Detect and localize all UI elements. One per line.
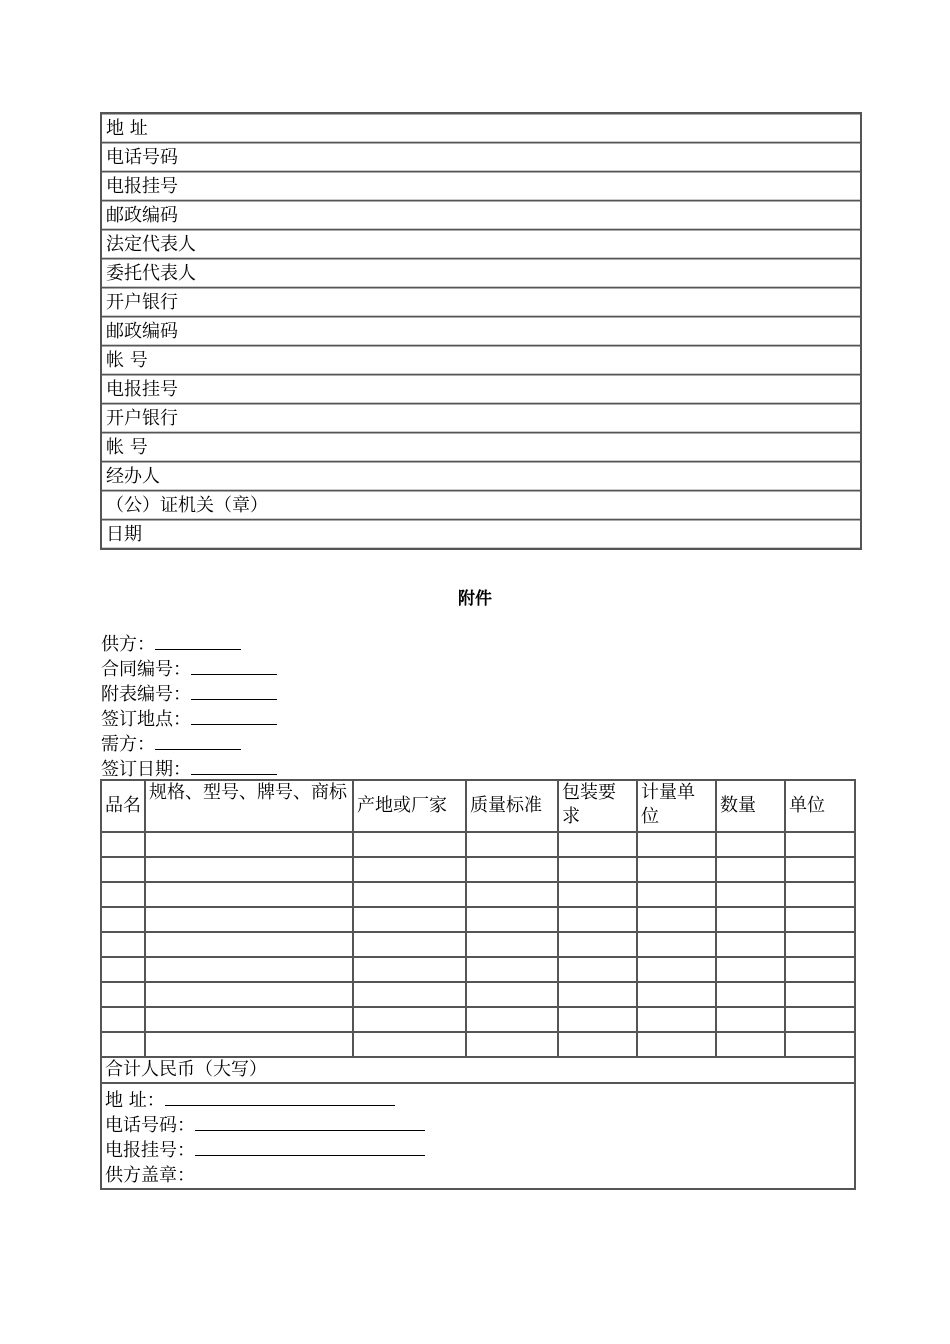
sign-place-blank[interactable]: [191, 708, 277, 725]
table-cell[interactable]: [101, 1032, 145, 1057]
table-cell[interactable]: [353, 1032, 466, 1057]
table-cell[interactable]: [145, 857, 353, 882]
footer-seal: 供方盖章：: [105, 1165, 195, 1186]
table-cell[interactable]: [637, 857, 716, 882]
table-row: [101, 982, 855, 1007]
table-cell[interactable]: [558, 957, 637, 982]
table-row: [101, 1032, 855, 1057]
table-cell[interactable]: [101, 1007, 145, 1032]
table-cell[interactable]: [785, 932, 855, 957]
table-cell[interactable]: [637, 957, 716, 982]
table-cell[interactable]: [466, 882, 558, 907]
table-cell[interactable]: [353, 1007, 466, 1032]
row-postcode: 邮政编码: [102, 201, 860, 230]
table-cell[interactable]: [785, 882, 855, 907]
table-cell[interactable]: [466, 857, 558, 882]
table-cell[interactable]: [558, 832, 637, 857]
table-row: [101, 857, 855, 882]
table-cell[interactable]: [785, 832, 855, 857]
table-cell[interactable]: [353, 857, 466, 882]
meta-supplier: 供方：: [101, 632, 277, 657]
table-cell[interactable]: [145, 982, 353, 1007]
header-spec: 规格、型号、牌号、商标: [145, 780, 353, 832]
goods-rows: [101, 832, 855, 1057]
goods-table: [100, 779, 856, 1190]
table-cell[interactable]: [637, 882, 716, 907]
table-cell[interactable]: [716, 907, 785, 932]
table-cell[interactable]: [716, 957, 785, 982]
table-cell[interactable]: [145, 882, 353, 907]
table-row: [101, 957, 855, 982]
table-cell[interactable]: [466, 982, 558, 1007]
table-cell[interactable]: [145, 932, 353, 957]
table-cell[interactable]: [716, 932, 785, 957]
row-bank: 开户银行: [102, 288, 860, 317]
table-cell[interactable]: [785, 1007, 855, 1032]
table-cell[interactable]: [101, 832, 145, 857]
table-cell[interactable]: [466, 832, 558, 857]
row-postcode-2: 邮政编码: [102, 317, 860, 346]
contract-no-blank[interactable]: [191, 658, 277, 675]
table-cell[interactable]: [353, 882, 466, 907]
table-cell[interactable]: [637, 907, 716, 932]
header-unit-measure: 计量单位: [637, 780, 716, 832]
row-address: 地 址: [102, 114, 860, 143]
footer-phone: 电话号码：: [105, 1113, 851, 1138]
table-row: [101, 832, 855, 857]
row-telegram: 电报挂号: [102, 172, 860, 201]
table-cell[interactable]: [353, 932, 466, 957]
table-row: [101, 932, 855, 957]
table-cell[interactable]: [101, 982, 145, 1007]
table-cell[interactable]: [466, 957, 558, 982]
table-cell[interactable]: [353, 832, 466, 857]
table-cell[interactable]: [785, 1032, 855, 1057]
table-cell[interactable]: [637, 932, 716, 957]
table-cell[interactable]: [145, 907, 353, 932]
table-cell[interactable]: [101, 932, 145, 957]
header-origin: 产地或厂家: [353, 780, 466, 832]
total-row: 合计人民币（大写）: [101, 1057, 855, 1083]
table-cell[interactable]: [558, 882, 637, 907]
table-cell[interactable]: [145, 1032, 353, 1057]
table-cell[interactable]: [558, 907, 637, 932]
row-account-2: 帐 号: [102, 433, 860, 462]
footer-telegram: 电报挂号：: [105, 1138, 851, 1163]
header-name: 品名: [101, 780, 145, 832]
table-cell[interactable]: [466, 907, 558, 932]
meta-sign-date: 签订日期：: [101, 757, 277, 782]
header-quality: 质量标准: [466, 780, 558, 832]
row-handler: 经办人: [102, 462, 860, 491]
table-cell[interactable]: [785, 982, 855, 1007]
phone-blank[interactable]: [195, 1114, 425, 1131]
table-row: [101, 907, 855, 932]
table-cell[interactable]: [716, 857, 785, 882]
attachment-no-blank[interactable]: [191, 683, 277, 700]
table-cell[interactable]: [558, 857, 637, 882]
supplier-footer: [101, 1083, 855, 1189]
table-cell[interactable]: [716, 1007, 785, 1032]
table-cell[interactable]: [145, 1007, 353, 1032]
table-cell[interactable]: [785, 957, 855, 982]
table-cell[interactable]: [101, 857, 145, 882]
table-cell[interactable]: [637, 1032, 716, 1057]
footer-address: 地 址：: [105, 1088, 851, 1113]
table-cell[interactable]: [558, 1007, 637, 1032]
party-info-table: [100, 112, 862, 550]
row-telegram-2: 电报挂号: [102, 375, 860, 404]
sign-date-blank[interactable]: [191, 758, 277, 775]
table-row: [101, 1007, 855, 1032]
table-cell[interactable]: [466, 932, 558, 957]
row-legal-rep: 法定代表人: [102, 230, 860, 259]
telegram-blank[interactable]: [195, 1139, 425, 1156]
table-cell[interactable]: [558, 982, 637, 1007]
buyer-blank[interactable]: [155, 733, 241, 750]
row-phone: 电话号码: [102, 143, 860, 172]
contract-meta: [101, 632, 277, 782]
table-cell[interactable]: [353, 907, 466, 932]
table-cell[interactable]: [637, 1007, 716, 1032]
meta-contract-no: 合同编号：: [101, 657, 277, 682]
meta-sign-place: 签订地点：: [101, 707, 277, 732]
header-unit: 单位: [785, 780, 855, 832]
table-cell[interactable]: [353, 957, 466, 982]
table-cell[interactable]: [716, 1032, 785, 1057]
meta-attachment-no: 附表编号：: [101, 682, 277, 707]
table-cell[interactable]: [101, 907, 145, 932]
row-date: 日期: [102, 520, 860, 548]
table-cell[interactable]: [785, 907, 855, 932]
supplier-blank[interactable]: [155, 633, 241, 650]
header-packaging: 包装要求: [558, 780, 637, 832]
table-cell[interactable]: [558, 1032, 637, 1057]
table-row: [101, 882, 855, 907]
row-agent-rep: 委托代表人: [102, 259, 860, 288]
table-cell[interactable]: [101, 882, 145, 907]
table-cell[interactable]: [145, 832, 353, 857]
table-cell[interactable]: [637, 982, 716, 1007]
meta-buyer: 需方：: [101, 732, 277, 757]
table-cell[interactable]: [716, 832, 785, 857]
row-bank-2: 开户银行: [102, 404, 860, 433]
table-cell[interactable]: [716, 982, 785, 1007]
table-cell[interactable]: [466, 1007, 558, 1032]
table-cell[interactable]: [101, 957, 145, 982]
row-account: 帐 号: [102, 346, 860, 375]
row-notary: （公）证机关（章）: [102, 491, 860, 520]
table-cell[interactable]: [145, 957, 353, 982]
table-cell[interactable]: [353, 982, 466, 1007]
table-cell[interactable]: [466, 1032, 558, 1057]
table-cell[interactable]: [785, 857, 855, 882]
table-cell[interactable]: [558, 932, 637, 957]
header-quantity: 数量: [716, 780, 785, 832]
attachment-title: 附件: [458, 589, 492, 609]
address-blank[interactable]: [165, 1089, 395, 1106]
table-cell[interactable]: [637, 832, 716, 857]
table-cell[interactable]: [716, 882, 785, 907]
